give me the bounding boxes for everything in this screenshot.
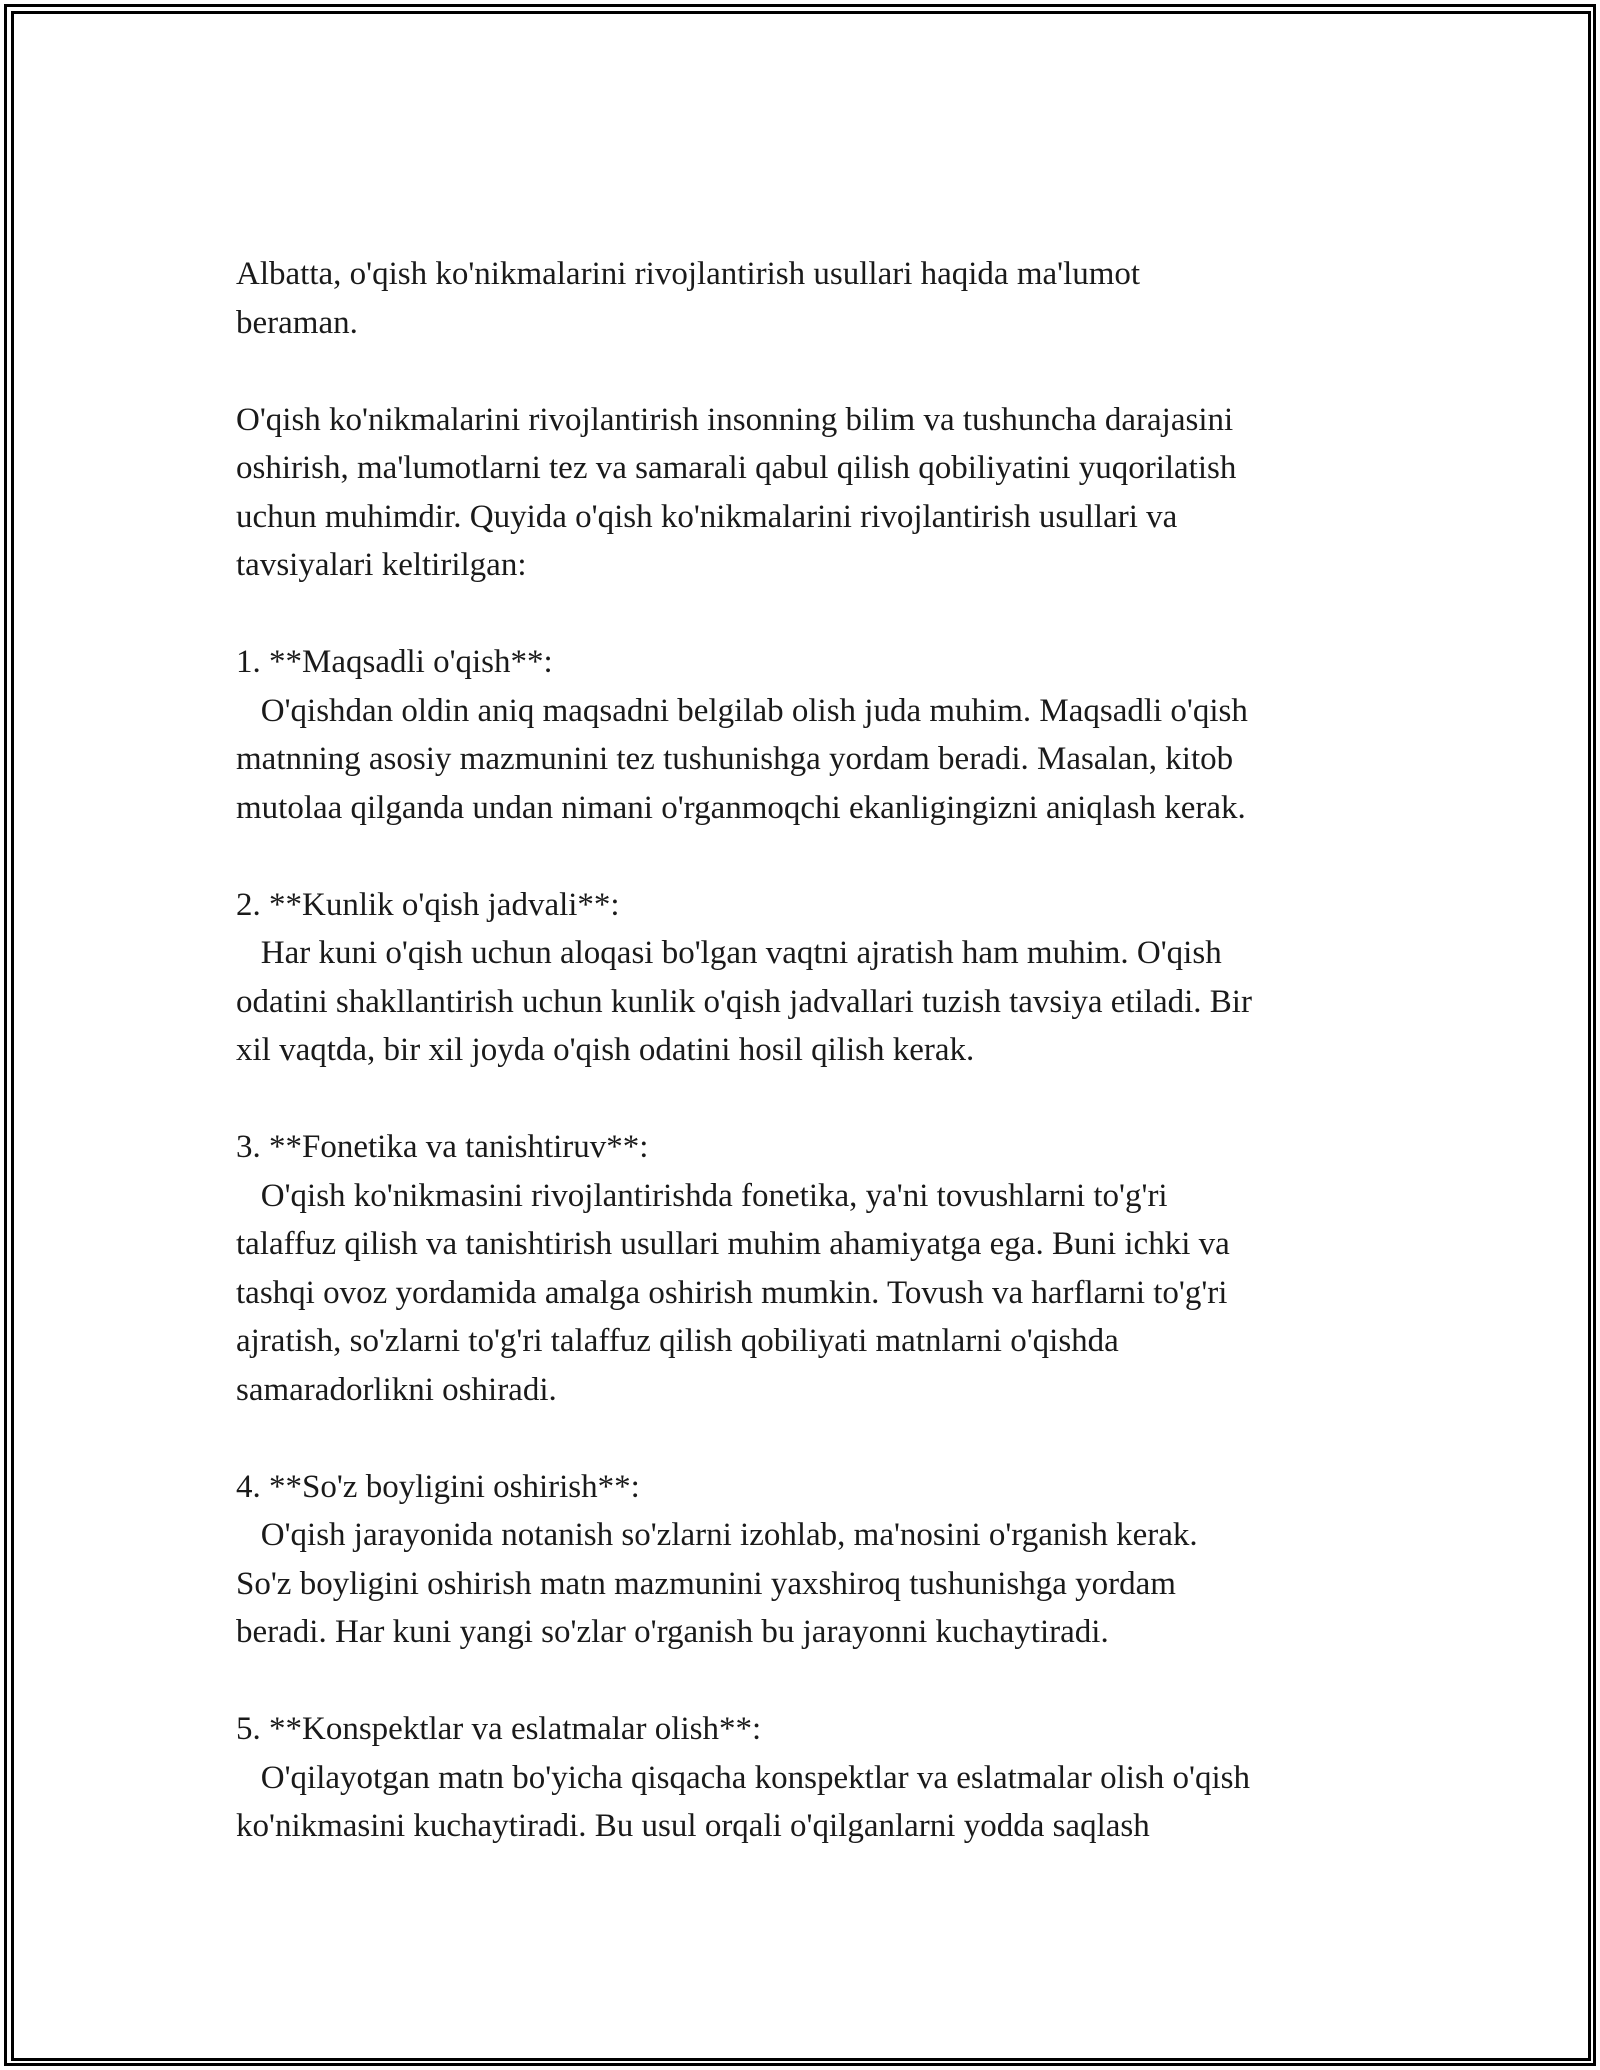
text-line: O'qish jarayonida notanish so'zlarni izohlab, ma'nosini o'rganish kerak. [236,1517,1198,1553]
intro-paragraph [236,250,1376,347]
section-heading: 5. **Konspektlar va eslatmalar olish**: [236,1711,762,1747]
text-line: O'qishdan oldin aniq maqsadni belgilab olish juda muhim. Maqsadli o'qish [236,692,1248,729]
text-line: matnning asosiy mazmunini tez tushunishga yordam beradi. Masalan, kitob [236,741,1234,777]
section-heading: 2. **Kunlik o'qish jadvali**: [236,886,620,923]
text-line: uchun muhimdir. Quyida o'qish ko'nikmalarini rivojlantirish usullari va [236,498,1178,535]
section-heading: 3. **Fonetika va tanishtiruv**: [236,1129,649,1165]
section-2 [236,881,1376,1075]
section-5 [236,1705,1376,1851]
text-line: tashqi ovoz yordamida amalga oshirish mumkin. Tovush va harflarni to'g'ri [236,1274,1228,1311]
text-line: talaffuz qilish va tanishtirish usullari muhim ahamiyatga ega. Buni ichki va [236,1226,1230,1262]
text-line: Albatta, o'qish ko'nikmalarini rivojlantirish usullari haqida ma'lumot [236,256,1141,292]
section-1 [236,638,1376,832]
text-line: beraman. [236,304,358,341]
text-line: samaradorlikni oshiradi. [236,1371,557,1408]
text-line: beradi. Har kuni yangi so'zlar o'rganish bu jarayonni kuchaytiradi. [236,1614,1109,1650]
text-line: ajratish, so'zlarni to'g'ri talaffuz qilish qobiliyati matnlarni o'qishda [236,1323,1119,1359]
text-line: ko'nikmasini kuchaytiradi. Bu usul orqali o'qilganlarni yodda saqlash [236,1808,1150,1844]
text-line: O'qilayotgan matn bo'yicha qisqacha konspektlar va eslatmalar olish o'qish [236,1759,1251,1796]
text-line: oshirish, ma'lumotlarni tez va samarali qabul qilish qobiliyatini yuqorilatish [236,450,1237,486]
text-line: xil vaqtda, bir xil joyda o'qish odatini hosil qilish kerak. [236,1032,975,1068]
section-3 [236,1123,1376,1414]
section-4 [236,1463,1376,1657]
section-heading: 1. **Maqsadli o'qish**: [236,644,553,680]
text-line: O'qish ko'nikmalarini rivojlantirish insonning bilim va tushuncha darajasini [236,401,1234,438]
section-heading: 4. **So'z boyligini oshirish**: [236,1468,640,1505]
text-line: Har kuni o'qish uchun aloqasi bo'lgan vaqtni ajratish ham muhim. O'qish [236,935,1222,971]
text-line: tavsiyalari keltirilgan: [236,547,527,583]
text-line: So'z boyligini oshirish matn mazmunini yaxshiroq tushunishga yordam [236,1565,1176,1602]
text-line: O'qish ko'nikmasini rivojlantirishda fonetika, ya'ni tovushlarni to'g'ri [236,1177,1168,1214]
overview-paragraph [236,396,1376,590]
text-line: mutolaa qilganda undan nimani o'rganmoqchi ekanligingizni aniqlash kerak. [236,789,1246,826]
text-line: odatini shakllantirish uchun kunlik o'qish jadvallari tuzish tavsiya etiladi. Bir [236,983,1252,1020]
document-body [236,250,1376,1899]
